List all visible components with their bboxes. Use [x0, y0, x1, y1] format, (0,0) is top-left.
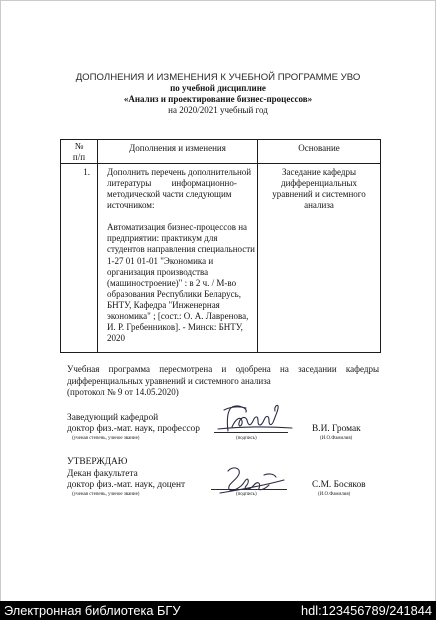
- source-reference-line: 2020: [107, 333, 125, 344]
- dean-degree: доктор физ.-мат. наук, доцент: [67, 479, 186, 490]
- document-heading: [0, 72, 436, 116]
- basis-line: анализа: [304, 199, 334, 210]
- table-header-changes: [98, 140, 258, 164]
- source-reference-line: организация производства: [107, 266, 209, 277]
- dean-degree-caption: (ученая степень, ученое звание): [72, 490, 140, 497]
- table-header-row: [61, 140, 381, 164]
- head-degree-caption: (ученая степень, ученое звание): [72, 434, 140, 441]
- library-name: Электронная библиотека БГУ: [4, 603, 181, 618]
- dean-signature-caption: (подпись): [236, 490, 257, 497]
- changes-instruction-line: источником:: [107, 199, 155, 210]
- header-basis-label: Основание: [298, 143, 340, 153]
- changes-table: [60, 139, 381, 353]
- header-changes-label: Дополнения и изменения: [129, 143, 226, 153]
- approval-paragraph: [67, 364, 379, 399]
- row-changes-cell: [98, 164, 258, 353]
- head-name: В.И. Громак: [312, 423, 361, 434]
- changes-instruction-line: Дополнить перечень дополнительной: [107, 166, 252, 177]
- changes-instruction-line: методической части следующим: [107, 188, 232, 199]
- source-reference-line: И. Р. Гребенников]. - Минск: БНТУ,: [107, 322, 243, 333]
- academic-year: на 2020/2021 учебный год: [168, 105, 268, 115]
- approval-line: дифференциальных уравнений и системного анализа: [67, 375, 271, 386]
- head-degree: доктор физ.-мат. наук, профессор: [67, 423, 200, 434]
- source-reference-line: 1-27 01 01-01 "Экономика и: [107, 255, 214, 266]
- head-position: Заведующий кафедрой: [67, 412, 159, 423]
- paragraph-gap: [107, 211, 255, 222]
- dean-approval-mark: УТВЕРЖДАЮ: [67, 456, 128, 467]
- source-reference-line: (машиностроение)" : в 2 ч. / М-во: [107, 277, 237, 288]
- discipline-name: «Анализ и проектирование бизнес-процессов»: [123, 94, 313, 104]
- basis-line: Заседание кафедры: [282, 166, 356, 177]
- document-title: ДОПОЛНЕНИЯ И ИЗМЕНЕНИЯ К УЧЕБНОЙ ПРОГРАММЕ УВО: [75, 72, 361, 83]
- source-reference-line: образования Республики Беларусь,: [107, 288, 242, 299]
- basis-line: уравнений и системного: [272, 188, 366, 199]
- table-header-basis: [258, 140, 381, 164]
- source-reference-line: Автоматизация бизнес-процессов на: [107, 222, 248, 233]
- basis-line: дифференциальных: [281, 177, 357, 188]
- head-signature-caption: (подпись): [236, 434, 257, 441]
- source-reference-line: студентов направления специальности: [107, 244, 255, 255]
- row-basis-cell: [258, 164, 381, 353]
- head-signature-line: [214, 432, 288, 433]
- basis-text: [258, 164, 380, 211]
- approval-protocol: (протокол № 9 от 14.05.2020): [67, 387, 179, 397]
- document-handle: hdl:123456789/241844: [301, 603, 432, 618]
- changes-instruction-line: литературы информационно-: [107, 177, 237, 188]
- source-reference-line: экономика" ; [сост.: О. А. Лавренова,: [107, 311, 249, 322]
- source-reference-line: БНТУ, Кафедра "Инженерная: [107, 300, 220, 310]
- changes-text: [98, 164, 257, 345]
- document-subtitle: по учебной дисциплине: [170, 83, 266, 93]
- approval-line: Учебная программа пересмотрена и одобрена на заседании кафедры: [67, 364, 379, 374]
- head-name-caption: (И.О.Фамилия): [320, 434, 353, 441]
- source-reference-line: предприятии: практикум для: [107, 233, 218, 244]
- table-header-number: [61, 140, 98, 164]
- library-footer-bar: [0, 601, 436, 620]
- dean-signature-line: [211, 489, 287, 490]
- row-number: 1.: [83, 166, 90, 177]
- header-number-abbrev: п/п: [72, 151, 86, 162]
- header-number-sign: №: [74, 141, 84, 151]
- table-row: [61, 164, 381, 353]
- row-number-cell: [61, 164, 98, 353]
- dean-position: Декан факультета: [67, 468, 138, 479]
- dean-name: С.М. Босяков: [312, 479, 366, 490]
- dean-name-caption: (И.О.Фамилия): [318, 490, 351, 497]
